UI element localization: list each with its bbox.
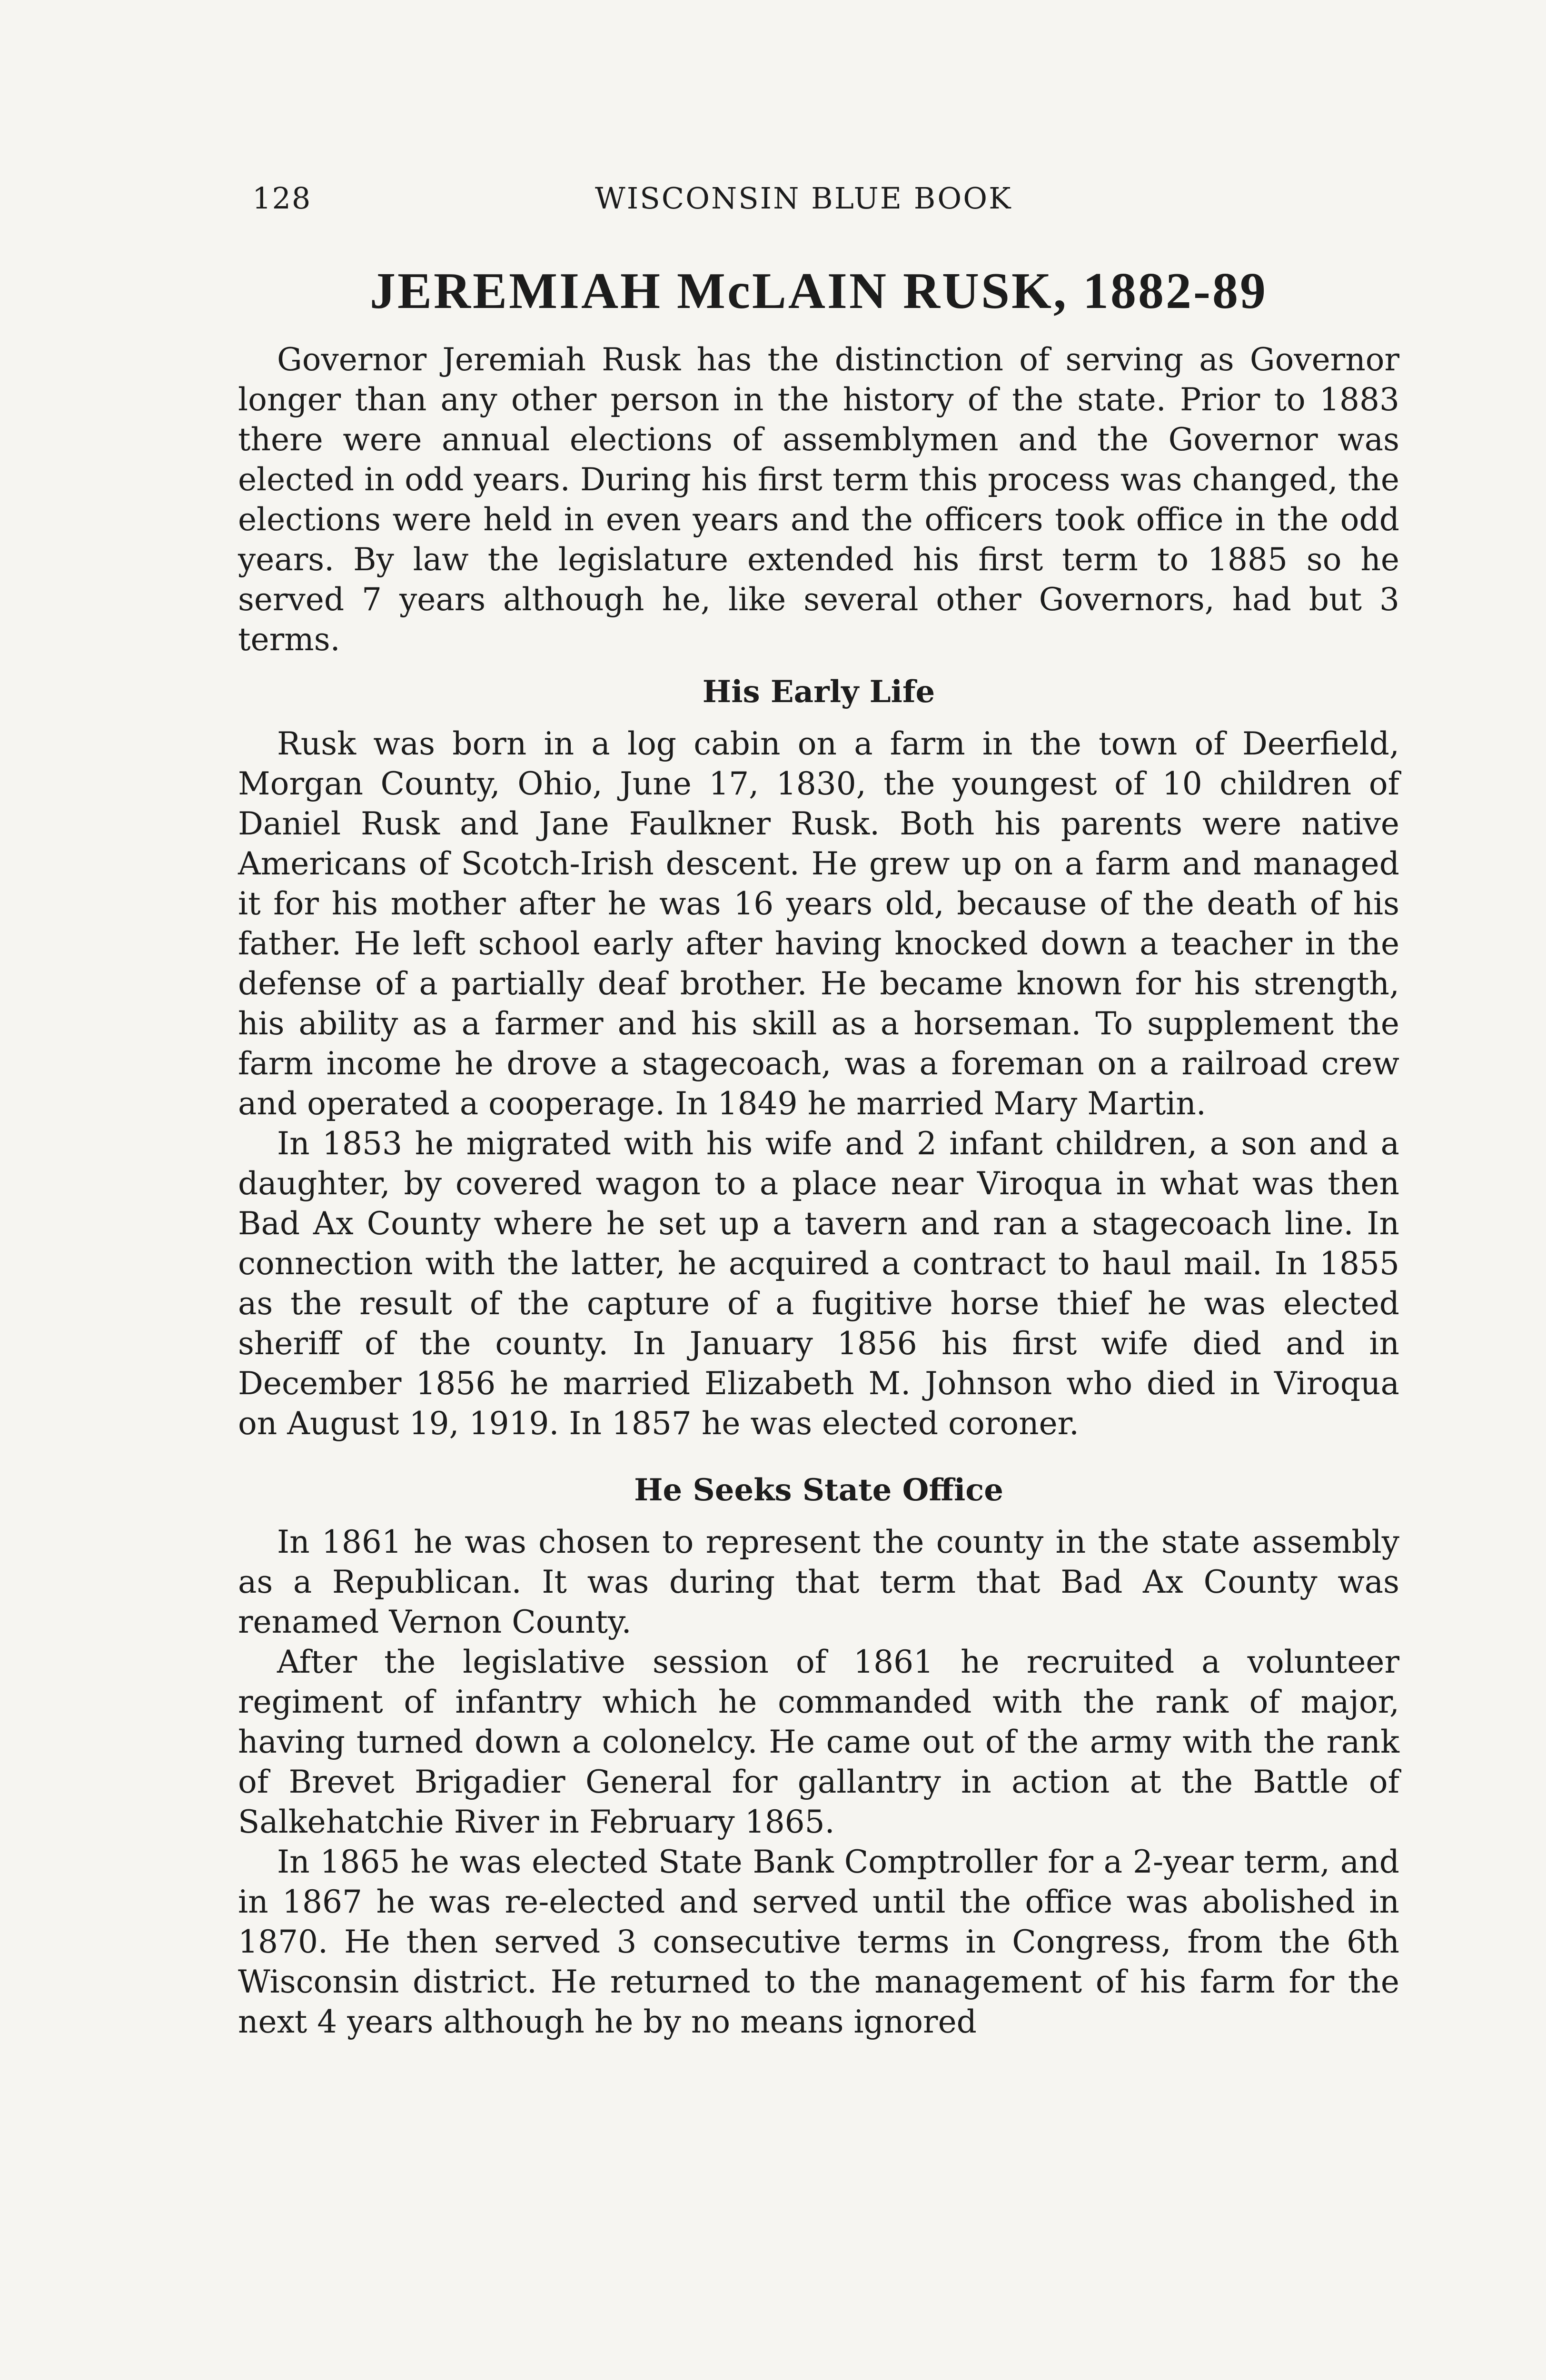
early-life-paragraph-2: In 1853 he migrated with his wife and 2 infant children, a son and a daughter, by covered wagon to a place near Viroqua in what was then Bad Ax County where he set up a tavern and ran a stagecoach line. In connection with the latter, he acquired a contract to haul mail. In 1855 as the result of the capture of a fugitive horse thief he was elected sheriff of the county. In January 1856 his first wife died and in December 1856 he married Elizabeth M. Johnson who died in Viroqua on August 19, 1919. In 1857 he was elected coroner. <box>238 1125 1399 1442</box>
state-office-paragraph-2: After the legislative session of 1861 he recruited a volunteer regiment of infantry which he commanded with the rank of major, having turned down a colonelcy. He came out of the army with the rank of Brevet Brigadier General for gallantry in action at the Battle of Salkehatchie River in February 1865. <box>238 1644 1399 1840</box>
page-number: 128 <box>252 181 312 216</box>
running-head <box>238 181 1399 228</box>
section-heading-state-office: He Seeks State Office <box>634 1472 1003 1508</box>
state-office-paragraph-1: In 1861 he was chosen to represent the county in the state assembly as a Republican. It was during that term that Bad Ax County was renamed Vernon County. <box>238 1524 1399 1640</box>
book-page <box>238 181 1399 2042</box>
book-title: WISCONSIN BLUE BOOK <box>595 181 1012 216</box>
state-office-paragraph-3: In 1865 he was elected State Bank Comptroller for a 2-year term, and in 1867 he was re-elected and served until the office was abolished in 1870. He then served 3 consecutive terms in Congress, from the 6th Wisconsin district. He returned to the management of his farm for the next 4 years although he by no means ignored <box>238 1844 1399 2040</box>
intro-paragraph: Governor Jeremiah Rusk has the distinction of serving as Governor longer than any other person in the history of the state. Prior to 1883 there were annual elections of assemblymen and the Governor was elected in odd years. During his first term this process was changed, the elections were held in even years and the officers took office in the odd years. By law the legislature extended his first term to 1885 so he served 7 years although he, like several other Governors, had but 3 terms. <box>238 341 1399 658</box>
section-heading-early-life: His Early Life <box>702 674 935 710</box>
early-life-paragraph-1: Rusk was born in a log cabin on a farm in the town of Deerfield, Morgan County, Ohio, June 17, 1830, the youngest of 10 children of Daniel Rusk and Jane Faulkner Rusk. Both his parents were native Americans of Scotch-Irish descent. He grew up on a farm and managed it for his mother after he was 16 years old, because of the death of his father. He left school early after having knocked down a teacher in the defense of a partially deaf brother. He became known for his strength, his ability as a farmer and his skill as a horseman. To supplement the farm income he drove a stagecoach, was a foreman on a railroad crew and operated a cooperage. In 1849 he married Mary Martin. <box>238 725 1399 1122</box>
article-title: JEREMIAH McLAIN RUSK, 1882-89 <box>370 263 1268 319</box>
